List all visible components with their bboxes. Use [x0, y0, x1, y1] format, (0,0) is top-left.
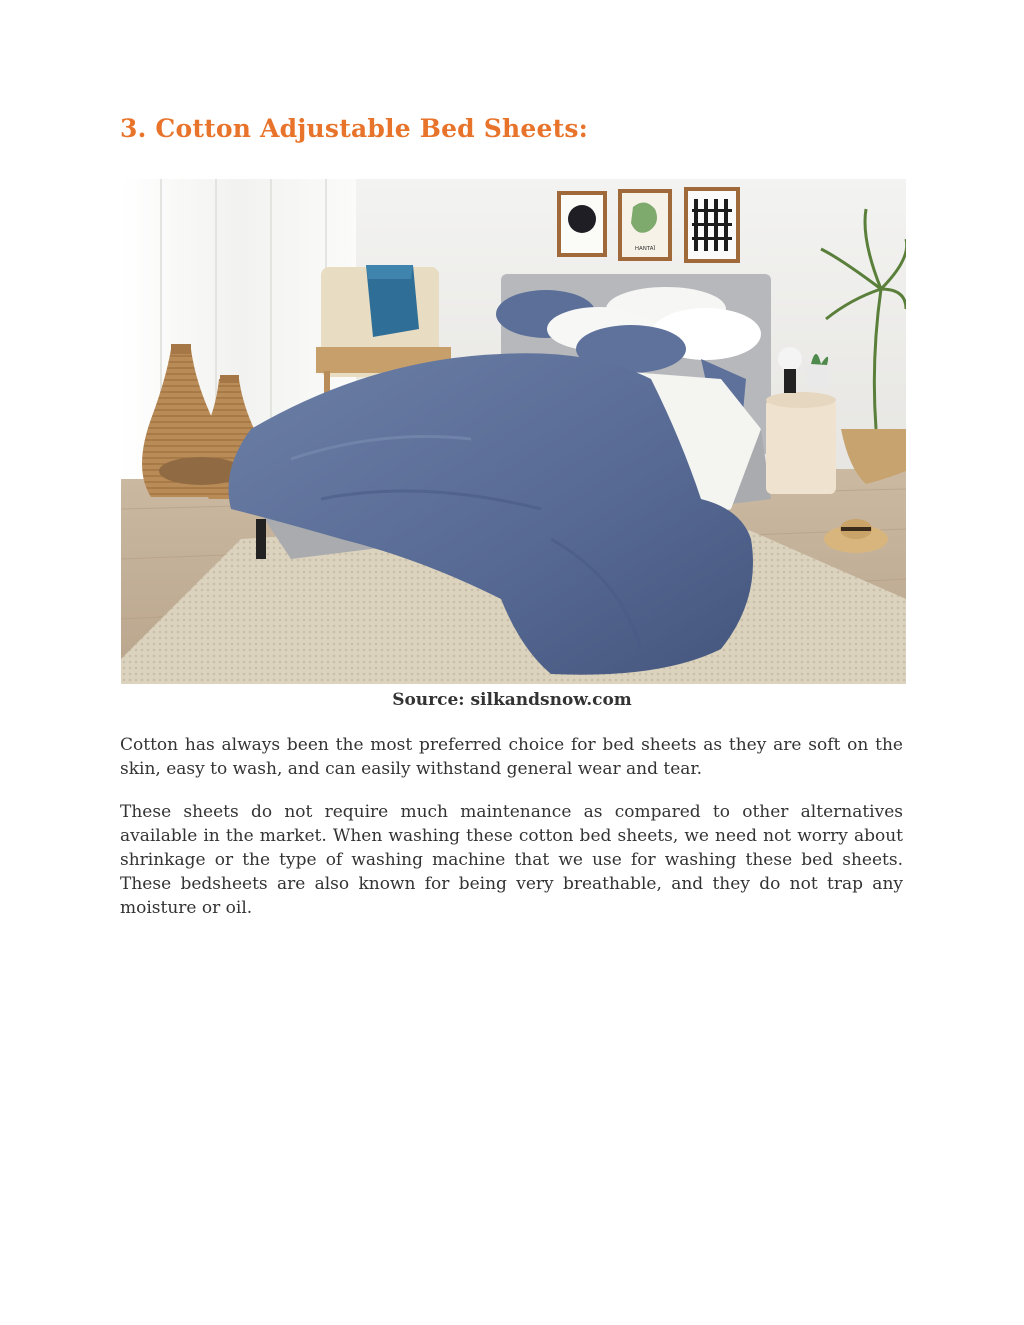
- body-paragraph-2: These sheets do not require much maintenance as compared to other alternatives available in the market. When washing these cotton bed sheets, we need not worry about shrinkage or the type of washing machine that we use for washing these bed sheets. These bedsheets are also known for being very breathable, and they do not trap any moisture or oil.: [120, 802, 903, 918]
- image-caption: Source: silkandsnow.com: [392, 690, 632, 710]
- bedroom-photo: [121, 179, 906, 684]
- section-heading: 3. Cotton Adjustable Bed Sheets:: [120, 114, 589, 143]
- body-paragraph-1: Cotton has always been the most preferred choice for bed sheets as they are soft on the skin, easy to wash, and can easily withstand general wear and tear.: [120, 735, 903, 779]
- wall-frames: [557, 187, 740, 263]
- poster-label: HANTAÏ: [634, 246, 656, 252]
